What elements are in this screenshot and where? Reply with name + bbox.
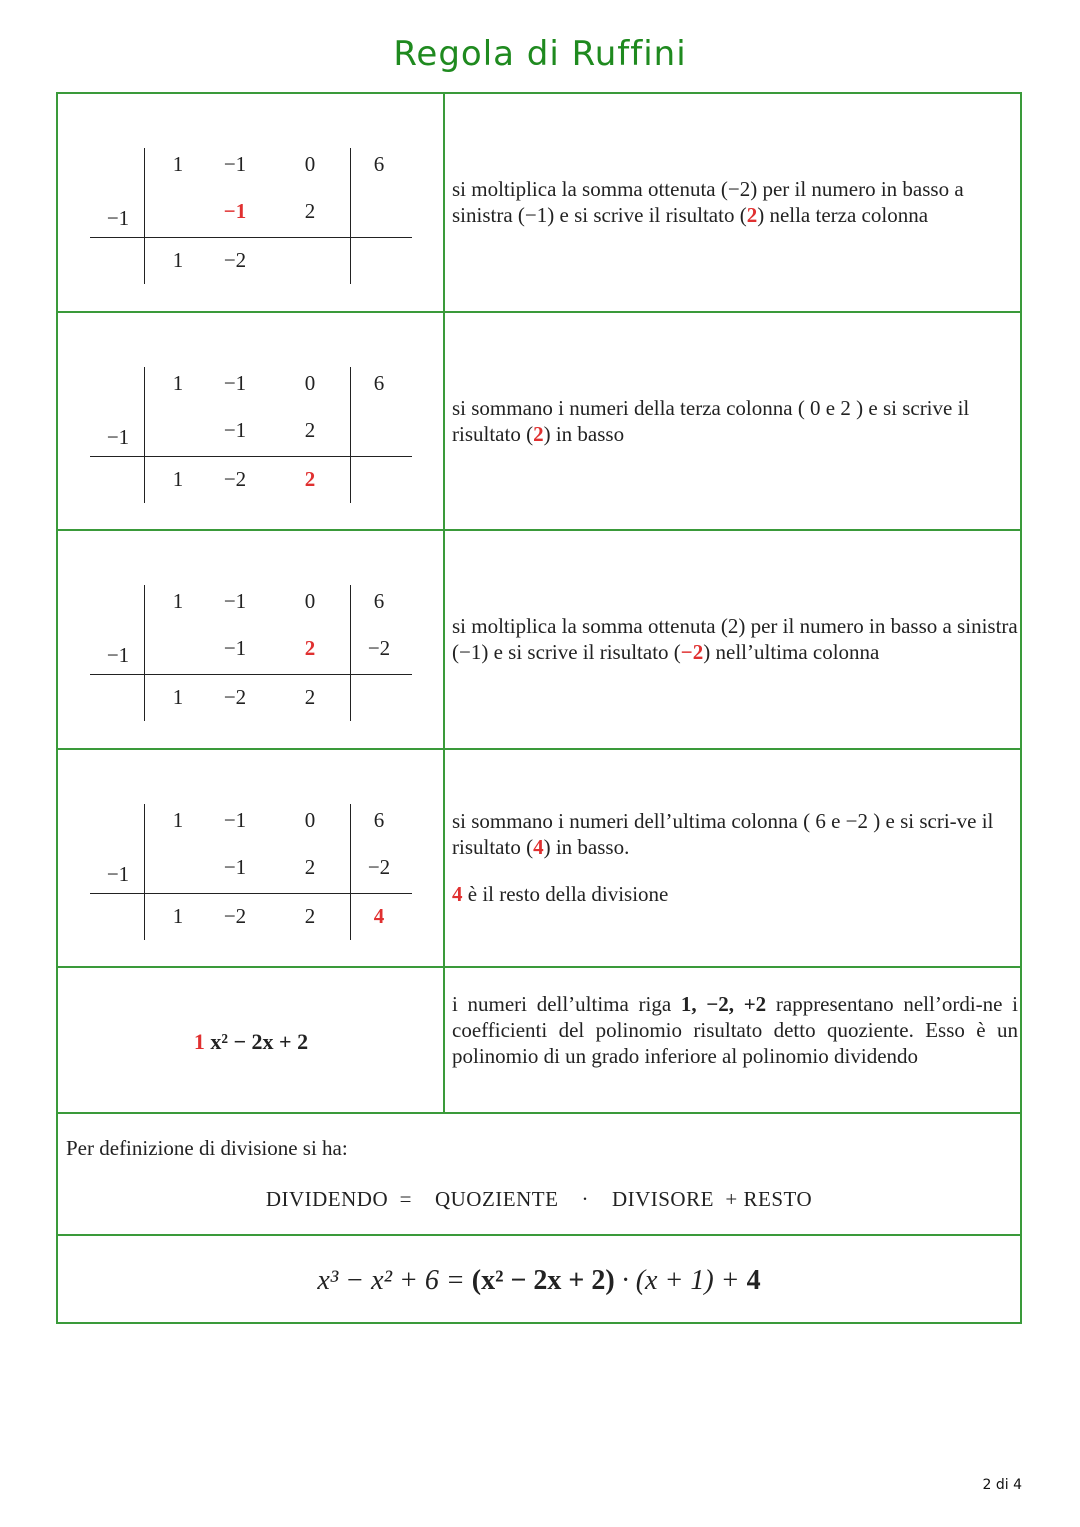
page-title: Regola di Ruffini xyxy=(393,34,687,74)
bottom-value: 1 xyxy=(172,685,184,709)
quotient-polynomial xyxy=(58,1029,444,1055)
scheme-line xyxy=(350,367,351,503)
mid-value: 2 xyxy=(304,417,316,442)
bottom-value: 4 xyxy=(373,903,385,928)
scheme-line xyxy=(350,585,351,721)
top-coef: 1 xyxy=(172,370,184,395)
top-coef: 1 xyxy=(172,589,184,613)
top-coef: 6 xyxy=(373,807,385,832)
bottom-value: 1 xyxy=(172,903,184,928)
bottom-value: 2 xyxy=(304,903,316,928)
mid-value: 2 xyxy=(304,636,316,660)
ruffini-scheme xyxy=(58,313,444,531)
quotient-leading-coef: 1 xyxy=(193,1029,205,1054)
mid-value: −1 xyxy=(223,417,247,442)
bottom-value: 1 xyxy=(172,466,184,491)
top-coef: 6 xyxy=(373,152,385,176)
top-coef: 6 xyxy=(373,370,385,395)
ruffini-scheme xyxy=(58,750,444,968)
scheme-line xyxy=(90,893,412,894)
ruffini-scheme xyxy=(58,531,444,749)
bottom-value: −2 xyxy=(223,466,247,491)
top-coef: 0 xyxy=(304,370,316,395)
row-divider xyxy=(58,1112,1020,1114)
top-coef: 0 xyxy=(304,807,316,832)
scheme-line xyxy=(350,804,351,940)
scheme-line xyxy=(350,148,351,284)
ruffini-table xyxy=(56,92,1022,1324)
scheme-line xyxy=(144,367,145,503)
bottom-value: 2 xyxy=(304,685,316,709)
definition-intro: Per definizione di divisione si ha: xyxy=(66,1136,348,1160)
top-coef: 6 xyxy=(373,589,385,613)
bottom-value: 1 xyxy=(172,248,184,272)
quotient-description: i numeri dell’ultima riga 1, −2, +2 rappresentano nell’ordi-ne i coefficienti del polinomio risultato detto quoziente. Esso è un polinomio di un grado inferiore al polinomio dividendo xyxy=(452,992,1018,1068)
step-description: si moltiplica la somma ottenuta (−2) per il numero in basso a sinistra (−1) e si scrive il risultato (2) nella terza colonna xyxy=(452,177,964,227)
mid-value: −1 xyxy=(223,854,247,879)
divisor: −1 xyxy=(106,861,130,886)
top-coef: −1 xyxy=(223,370,247,395)
scheme-line xyxy=(144,148,145,284)
top-coef: −1 xyxy=(223,807,247,832)
mid-value: −2 xyxy=(367,636,391,660)
mid-value: −2 xyxy=(367,854,391,879)
row-divider xyxy=(58,1234,1020,1236)
bottom-value: 2 xyxy=(304,466,316,491)
mid-value: 2 xyxy=(304,199,316,223)
scheme-line xyxy=(90,237,412,238)
step-description: si sommano i numeri dell’ultima colonna ( 6 e −2 ) e si scri-ve il risultato (4) in basso. 4 è il resto della divisione xyxy=(452,808,994,906)
final-equation: x³ − x² + 6 = (x² − 2x + 2) · (x + 1) + 4 xyxy=(317,1265,761,1296)
scheme-line xyxy=(90,674,412,675)
mid-value: −1 xyxy=(223,199,247,223)
mid-value: −1 xyxy=(223,636,247,660)
scheme-line xyxy=(90,456,412,457)
top-coef: 0 xyxy=(304,152,316,176)
bottom-value: −2 xyxy=(223,903,247,928)
top-coef: 0 xyxy=(304,589,316,613)
mid-value: 2 xyxy=(304,854,316,879)
step-description: si moltiplica la somma ottenuta (2) per il numero in basso a sinistra (−1) e si scrive il risultato (−2) nell’ultima colonna xyxy=(452,614,1018,664)
top-coef: 1 xyxy=(172,807,184,832)
definition-formula: DIVIDENDO = QUOZIENTE · DIVISORE + RESTO xyxy=(265,1187,813,1211)
ruffini-scheme xyxy=(58,94,444,312)
step-description: si sommano i numeri della terza colonna ( 0 e 2 ) e si scrive il risultato (2) in basso xyxy=(452,395,970,446)
top-coef: −1 xyxy=(223,152,247,176)
page-number: 2 di 4 xyxy=(982,1477,1022,1493)
top-coef: −1 xyxy=(223,589,247,613)
scheme-line xyxy=(144,585,145,721)
divisor: −1 xyxy=(106,424,130,449)
divisor: −1 xyxy=(106,206,130,230)
quotient-rest: x² − 2x + 2 xyxy=(210,1029,309,1054)
bottom-value: −2 xyxy=(223,685,247,709)
top-coef: 1 xyxy=(172,152,184,176)
scheme-line xyxy=(144,804,145,940)
divisor: −1 xyxy=(106,643,130,667)
bottom-value: −2 xyxy=(223,248,247,272)
